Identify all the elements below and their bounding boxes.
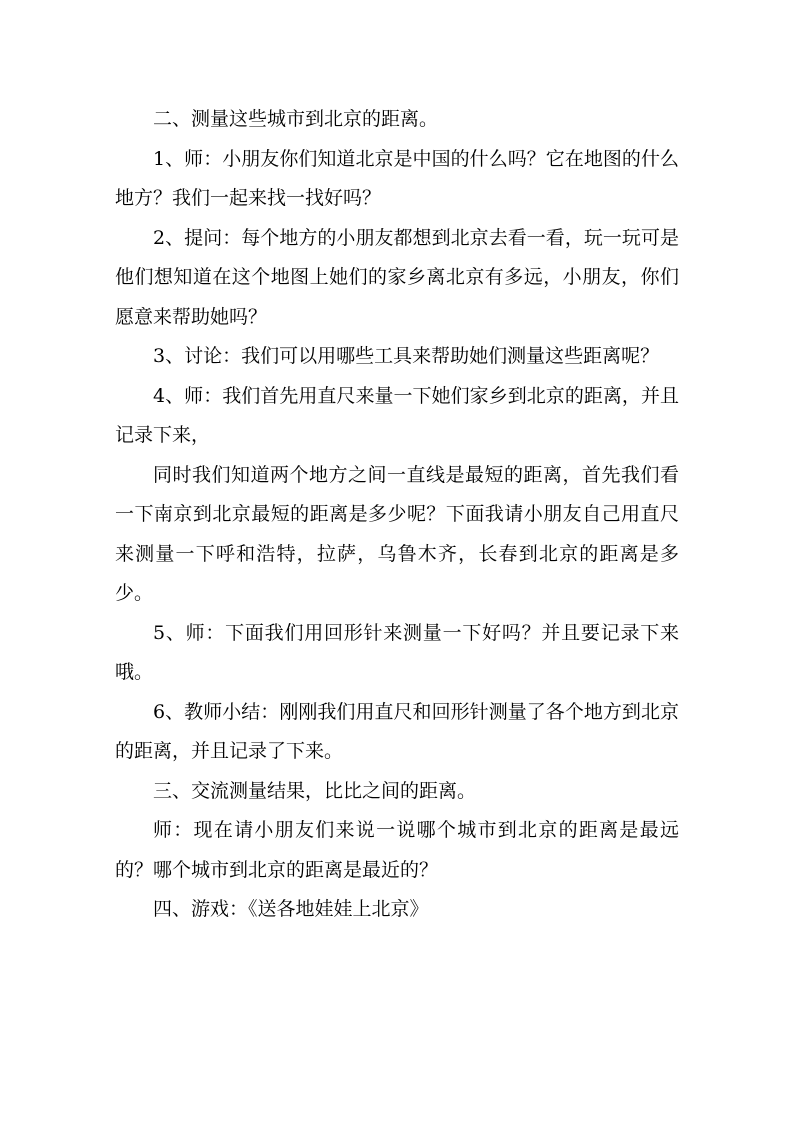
paragraph: 5、师：下面我们用回形针来测量一下好吗？并且要记录下来哦。 <box>115 621 679 683</box>
section-heading-4: 四、游戏：《送各地娃娃上北京》 <box>153 898 429 920</box>
section-heading-3: 三、交流测量结果，比比之间的距离。 <box>153 779 477 802</box>
paragraph: 1、师：小朋友你们知道北京是中国的什么吗？它在地图的什么地方？我们一起来找一找好吗？ <box>115 147 679 209</box>
paragraph: 2、提问：每个地方的小朋友都想到北京去看一看，玩一玩可是他们想知道在这个地图上她们的家乡离北京有多远，小朋友，你们愿意来帮助她吗？ <box>115 226 679 328</box>
section-heading-2: 二、测量这些城市到北京的距离。 <box>153 108 439 130</box>
paragraph: 同时我们知道两个地方之间一直线是最短的距离，首先我们看一下南京到北京最短的距离是多少呢？下面我请小朋友自己用直尺来测量一下呼和浩特，拉萨，乌鲁木齐，长春到北京的距离是多少。 <box>115 463 679 604</box>
paragraph: 4、师：我们首先用直尺来量一下她们家乡到北京的距离，并且记录下来， <box>115 384 679 446</box>
document-body <box>115 100 679 930</box>
paragraph: 3、讨论：我们可以用哪些工具来帮助她们测量这些距离呢？ <box>153 345 660 367</box>
paragraph: 师：现在请小朋友们来说一说哪个城市到北京的距离是最远的？哪个城市到北京的距离是最近的？ <box>115 819 679 881</box>
paragraph: 6、教师小结：刚刚我们用直尺和回形针测量了各个地方到北京的距离，并且记录了下来。 <box>115 700 679 762</box>
